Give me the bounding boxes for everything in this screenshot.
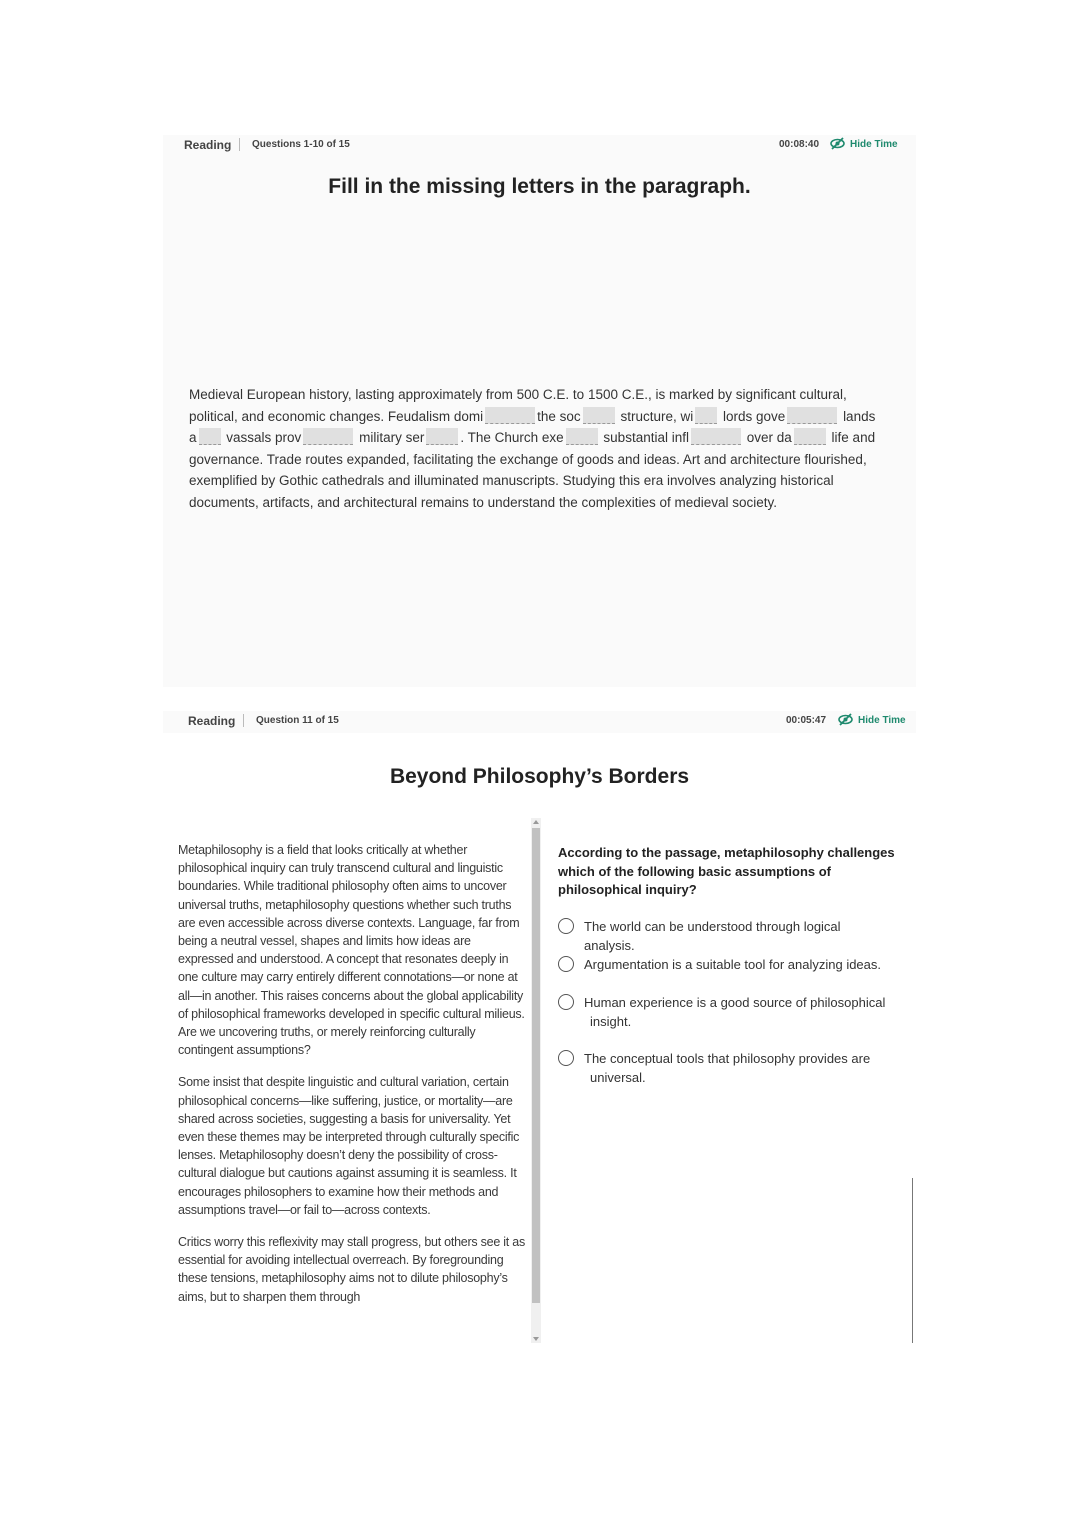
option-text: The world can be understood through logical analysis. [584,919,841,953]
question-counter: Questions 1-10 of 15 [252,139,350,150]
para-text: political, and economic changes. Feudalism domi [189,408,484,424]
para-text: the soc [537,408,581,424]
blank-input[interactable] [426,428,458,445]
passage-pane[interactable] [178,841,526,1341]
option-text: The conceptual tools that philosophy provides are [584,1051,871,1066]
pane-edge [912,1178,913,1343]
option-text-cont: insight. [590,1014,632,1029]
blank-input[interactable] [691,428,741,445]
passage-paragraph: Metaphilosophy is a field that looks critically at whether philosophical inquiry can truly transcend cultural and linguistic boundaries. While traditional philosophy often aims to uncover universal truths, metaphilosophy questions whether such truths are even accessible across diverse contexts. Language, far from being a neutral vessel, shapes and limits how ideas are expressed and understood. A concept that resonates deeply in one culture may carry entirely different connotations—or none at all—in another. This raises concerns about the global applicability of philosophical frameworks developed in specific cultural milieus. Are we uncovering truths, or merely reinforcing culturally contingent assumptions? [178,843,525,1058]
passage-paragraph: Some insist that despite linguistic and cultural variation, certain philosophical concerns—like suffering, justice, or mortality—are shared across societies, suggesting a basis for universality. Yet even these themes may be interpreted through culturally specific lenses. Metaphilosophy doesn’t deny the possibility of cross-cultural dialogue but cautions against assuming it is seamless. It encourages philosophers to examine how their methods and assumptions travel—or fail to—across contexts. [178,1075,520,1217]
passage-scrollbar[interactable] [531,818,541,1343]
timer: 00:08:40 [779,139,820,150]
para-line: exemplified by Gothic cathedrals and illuminated manuscripts. Studying this era involves analyzing historical [189,473,834,488]
radio-button-icon[interactable] [558,918,574,934]
para-line: Medieval European history, lasting approximately from 500 C.E. to 1500 C.E., is marked by significant cultural, [189,387,847,402]
para-text: lands [843,408,876,424]
para-text: military ser [359,430,425,445]
hide-time-button[interactable] [830,137,898,150]
option-text: Argumentation is a suitable tool for analyzing ideas. [584,957,882,972]
radio-button-icon[interactable] [558,1050,574,1066]
header-bar-1 [163,135,916,159]
radio-button-icon[interactable] [558,994,574,1010]
paragraph [189,384,879,513]
eye-slash-icon [830,137,845,150]
option-text: Human experience is a good source of philosophical [584,995,886,1010]
passage-title: Beyond Philosophy’s Borders [389,765,690,788]
para-text: . The Church exe [460,430,564,445]
passage-paragraph: Critics worry this reflexivity may stall progress, but others see it as essential for avoiding intellectual overreach. By foregrounding these tensions, metaphilosophy aims not to dilute philosophy’s aims, but to sharpen them through [178,1235,525,1304]
blank-input[interactable] [303,428,353,445]
hide-time-button[interactable] [838,713,906,726]
scroll-down-arrow-icon[interactable] [533,1337,539,1341]
para-text: lords gove [723,408,786,424]
para-text: over da [746,430,792,445]
scroll-up-arrow-icon[interactable] [533,820,539,824]
question-counter: Question 11 of 15 [256,715,339,726]
answer-option-3[interactable] [558,993,888,1031]
answer-option-1[interactable] [558,917,888,955]
para-text: a [189,430,197,445]
blank-input[interactable] [199,428,221,445]
header-divider [239,138,240,151]
section-label: Reading [188,714,236,728]
para-line: documents, artifacts, and architectural remains to understand the complexities of medieval society. [189,494,778,510]
answer-option-2[interactable] [558,955,888,974]
blank-input[interactable] [794,428,826,445]
para-text: substantial infl [603,430,689,445]
hide-time-label: Hide Time [858,715,906,726]
blank-input[interactable] [787,407,837,424]
para-line: governance. Trade routes expanded, facilitating the exchange of goods and ideas. Art and architecture flourished, [189,451,867,467]
para-text: life and [831,430,876,445]
question-stem: According to the passage, metaphilosophy challenges which of the following basic assumptions of philosophical inquiry? [558,845,895,897]
blank-input[interactable] [566,428,598,445]
para-text: structure, wi [620,408,694,424]
blank-input[interactable] [485,407,535,424]
hide-time-label: Hide Time [850,139,898,150]
scrollbar-thumb[interactable] [532,828,540,1303]
option-text-cont: universal. [590,1070,646,1085]
blank-input[interactable] [695,407,717,424]
header-divider [243,714,244,727]
page-title: Fill in the missing letters in the paragraph. [328,175,751,198]
timer: 00:05:47 [786,715,827,726]
fill-in-screen [163,157,916,687]
eye-slash-icon [838,713,853,726]
answer-option-4[interactable] [558,1049,888,1087]
blank-input[interactable] [583,407,615,424]
para-text: vassals prov [226,430,302,445]
header-bar-2 [163,711,916,735]
radio-button-icon[interactable] [558,956,574,972]
reading-question-screen [163,733,916,1343]
section-label: Reading [184,138,232,152]
